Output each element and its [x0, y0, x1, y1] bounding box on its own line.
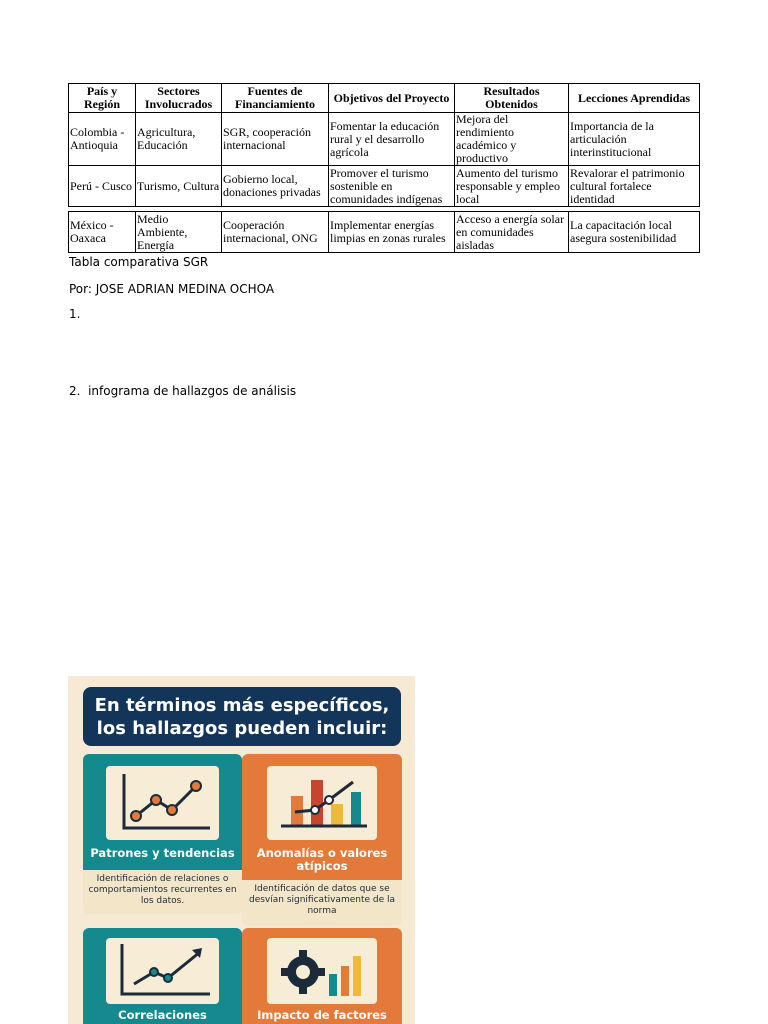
table-row: [69, 212, 700, 253]
trend-arrow-icon: [106, 938, 219, 1004]
table-cell: Medio Ambiente, Energía: [136, 212, 222, 253]
card-anomalies: [242, 754, 402, 926]
table-cell: México - Oaxaca: [69, 212, 136, 253]
infographic-title-line: los hallazgos pueden incluir:: [96, 717, 388, 739]
card-description: Identificación de datos que se desvían significativamente de la norma: [242, 880, 402, 926]
list-item: [69, 384, 296, 398]
list-text: infograma de hallazgos de análisis: [88, 384, 297, 398]
table-cell: Acceso a energía solar en comunidades aisladas: [455, 212, 569, 253]
card-label: Impacto de factores: [257, 1008, 387, 1022]
table-cell: Gobierno local, donaciones privadas: [222, 166, 329, 207]
bar-chart-outlier-icon: [267, 766, 377, 840]
line-chart-icon: [106, 766, 219, 840]
table-cell: Colombia - Antioquia: [69, 113, 136, 166]
table-cell: Agricultura, Educación: [136, 113, 222, 166]
table-cell: Aumento del turismo responsable y empleo local: [455, 166, 569, 207]
list-item: [69, 307, 80, 321]
gear-chart-icon: [267, 938, 377, 1004]
header-cell: Fuentes de Financiamiento: [222, 84, 329, 113]
table-cell: Mejora del rendimiento académico y productivo: [455, 113, 569, 166]
card-description: Identificación de relaciones o comportamientos recurrentes en los datos.: [83, 870, 242, 914]
table-cell: Revalorar el patrimonio cultural fortalece identidad: [569, 166, 700, 207]
table-cell: Fomentar la educación rural y el desarrollo agrícola: [329, 113, 455, 166]
table-cell: SGR, cooperación internacional: [222, 113, 329, 166]
header-cell: Lecciones Aprendidas: [569, 84, 700, 113]
table-cell: Turismo, Cultura: [136, 166, 222, 207]
card-label: Correlaciones: [118, 1008, 207, 1022]
card-factor-impact: [242, 928, 402, 1024]
comparison-table: [68, 83, 700, 207]
table-cell: Cooperación internacional, ONG: [222, 212, 329, 253]
list-number: 2.: [69, 384, 81, 398]
list-number: 1.: [69, 307, 81, 321]
header-cell: País y Región: [69, 84, 136, 113]
comparison-table-continued: [68, 211, 700, 253]
table-cell: Importancia de la articulación interinstitucional: [569, 113, 700, 166]
header-cell: Resultados Obtenidos: [455, 84, 569, 113]
card-correlations: [83, 928, 242, 1024]
card-label: Patrones y tendencias: [90, 846, 235, 860]
table-cell: Promover el turismo sostenible en comunidades indígenas: [329, 166, 455, 207]
table-cell: Perú - Cusco: [69, 166, 136, 207]
table-row: [69, 166, 700, 207]
table-cell: La capacitación local asegura sostenibilidad: [569, 212, 700, 253]
card-label: Anomalías o valores atípicos: [256, 846, 388, 873]
infographic-title-line: En términos más específicos,: [94, 694, 390, 716]
table-caption: Tabla comparativa SGR: [69, 255, 209, 269]
author-line: Por: JOSE ADRIAN MEDINA OCHOA: [69, 282, 275, 296]
infographic-title: [83, 687, 401, 746]
header-cell: Objetivos del Proyecto: [329, 84, 455, 113]
table-cell: Implementar energías limpias en zonas rurales: [329, 212, 455, 253]
header-cell: Sectores Involucrados: [136, 84, 222, 113]
card-patterns: [83, 754, 242, 914]
table-row: [69, 113, 700, 166]
table-header-row: [69, 84, 700, 113]
findings-infographic: [68, 676, 415, 1024]
